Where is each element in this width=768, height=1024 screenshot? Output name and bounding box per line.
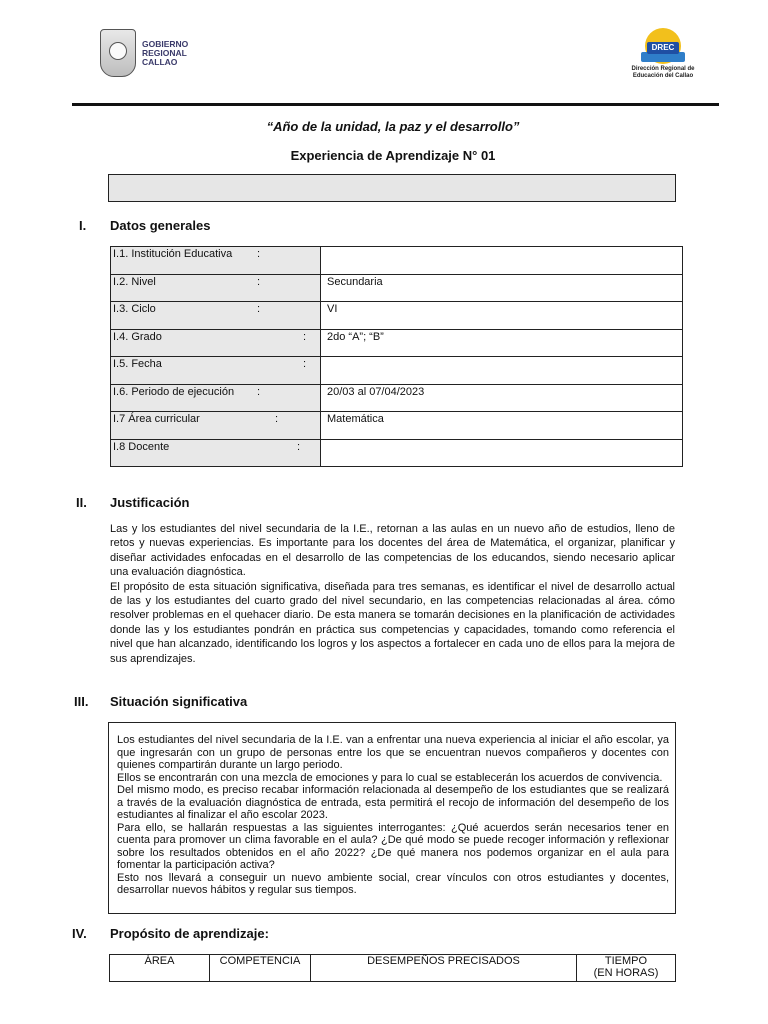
title-field	[108, 174, 676, 202]
cycle-value: VI	[321, 302, 683, 330]
level-label: I.2. Nivel	[113, 275, 156, 288]
gobierno-regional-callao-logo	[100, 24, 190, 82]
date-value	[321, 357, 683, 385]
date-label: I.5. Fecha	[113, 358, 162, 370]
situation-text	[117, 734, 669, 897]
section-1-number: I.	[79, 218, 87, 233]
experience-title: Experiencia de Aprendizaje N° 01	[290, 148, 496, 163]
drec-badge: DREC	[647, 42, 679, 54]
table-row: I.3. Ciclo : VI	[111, 302, 683, 330]
institution-value	[321, 247, 683, 275]
year-title: “Año de la unidad, la paz y el desarrollo”	[266, 119, 520, 134]
level-value: Secundaria	[321, 274, 683, 302]
situation-paragraph-2: Ellos se encontrarán con una mezcla de emociones y para lo cual se establecerán los acuerdos de convivencia.	[117, 771, 663, 784]
section-3-title: Situación significativa	[110, 694, 248, 709]
justification-paragraph-2: El propósito de esta situación significativa, diseñada para tres semanas, es identificar el nivel de desarrollo actual de las y los estudiantes del cuarto grado del nivel secundario, en las competencias relacionadas al área. cómo resolver problemas en el quehacer diario. De esta manera se tomarán decisiones en la planificación de actividades donde las y los estudiantes pondrán en práctica sus competencias y capacidades, tomando como referencia el nivel que han alcanzado, identificando los logros y los aspectos a fortalecer en cada uno de ellos para la mejora de sus aprendizajes.	[110, 580, 675, 665]
col-header-desempenos: DESEMPEÑOS PRECISADOS	[311, 955, 577, 982]
table-row: I.4. Grado : 2do “A”; “B”	[111, 329, 683, 357]
drec-caption: Dirección Regional de Educación del Callao	[631, 66, 695, 79]
grade-label: I.4. Grado	[113, 330, 162, 343]
cycle-label: I.3. Ciclo	[113, 303, 156, 315]
curricular-area-value: Matemática	[321, 412, 683, 440]
section-2-title: Justificación	[110, 495, 190, 510]
purpose-table	[109, 954, 676, 982]
grade-value: 2do “A”; “B”	[321, 329, 683, 357]
col-header-area: ÁREA	[110, 955, 210, 982]
table-row: I.6. Periodo de ejecución : 20/03 al 07/04/2023	[111, 384, 683, 412]
situation-paragraph-1: Los estudiantes del nivel secundaria de la I.E. van a enfrentar una nueva experiencia al iniciar el año escolar, ya que ingresarán con un grupo de personas entre los que se encuentran nuevos compañeros y docentes con quienes compartirán durante un largo periodo.	[117, 734, 669, 771]
sun-sea-icon	[635, 28, 691, 64]
col-header-tiempo: TIEMPO (EN HORAS)	[577, 955, 676, 982]
gobierno-logo-text: GOBIERNO REGIONAL CALLAO	[142, 38, 189, 67]
section-2-number: II.	[76, 495, 87, 510]
execution-period-label: I.6. Periodo de ejecución	[113, 385, 235, 398]
drec-logo	[622, 28, 704, 86]
situation-paragraph-3: Del mismo modo, es preciso recabar información relacionada al desempeño de los estudiantes que se realizará a través de la evaluación diagnóstica de entrada, esta permitirá el recojo de información del desempeño de los estudiantes al finalizar el año escolar 2023.	[117, 784, 669, 821]
justification-paragraph-1: Las y los estudiantes del nivel secundaria de la I.E., retornan a las aulas en un nuevo año de estudios, lleno de retos y nuevas experiencias. Es importante para los docentes del área de Matemática, el organizar, planificar y diseñar actividades enfocadas en el desarrollo de las competencias de los educandos, siendo necesario aplicar una evaluación diagnóstica.	[110, 523, 675, 579]
table-row: I.5. Fecha :	[111, 357, 683, 385]
section-4-number: IV.	[72, 926, 87, 941]
table-row: I.2. Nivel : Secundaria	[111, 274, 683, 302]
teacher-value	[321, 439, 683, 467]
justification-text	[110, 522, 675, 666]
coat-of-arms-icon	[100, 29, 136, 77]
table-row: I.8 Docente :	[111, 439, 683, 467]
situation-paragraph-4: Para ello, se hallarán respuestas a las siguientes interrogantes: ¿Qué acuerdos serán necesarios tener en cuenta para promover un clima favorable en el aula? ¿De qué modo se puede recoger información y reflexionar sobre los resultados obtenidos en el año 2022? ¿De qué manera nos podemos organizar en el aula para fomentar la participación activa?	[117, 821, 669, 871]
table-header-row	[110, 955, 676, 982]
section-4-title: Propósito de aprendizaje:	[110, 926, 269, 941]
curricular-area-label: I.7 Área curricular	[113, 413, 200, 425]
table-row: I.7 Área curricular : Matemática	[111, 412, 683, 440]
table-row: I.1. Institución Educativa :	[111, 247, 683, 275]
section-3-number: III.	[74, 694, 89, 709]
institution-label: I.1. Institución Educativa	[113, 248, 233, 260]
header-divider	[72, 103, 719, 106]
col-header-competencia: COMPETENCIA	[210, 955, 311, 982]
section-1-title: Datos generales	[110, 218, 211, 233]
teacher-label: I.8 Docente	[113, 440, 170, 453]
general-data-table	[110, 246, 683, 467]
execution-period-value: 20/03 al 07/04/2023	[321, 384, 683, 412]
situation-paragraph-5: Esto nos llevará a conseguir un nuevo ambiente social, crear vínculos con otros estudiantes y docentes, desarrollar nuevos hábitos y regular sus tiempos.	[117, 871, 669, 896]
